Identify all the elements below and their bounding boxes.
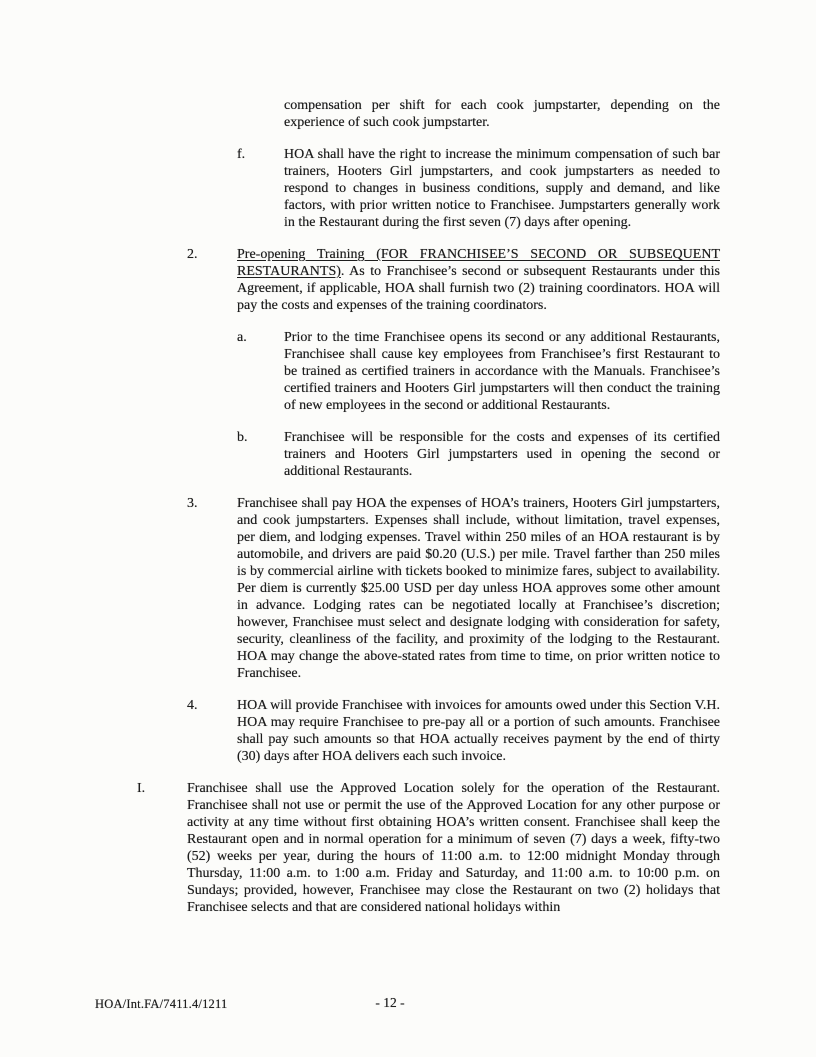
- paragraph-text: Franchisee will be responsible for the costs and expenses of its certified trainers and Hooters Girl jumpstarters used in opening the second or additional Restaurants.: [284, 430, 720, 479]
- underlined-heading: Pre-opening Training (FOR FRANCHISEE’S SECOND OR SUBSEQUENT RESTAURANTS): [237, 247, 720, 279]
- paragraph: [187, 495, 720, 682]
- paragraph-text: Pre-opening Training (FOR FRANCHISEE’S SECOND OR SUBSEQUENT RESTAURANTS). As to Franchisee’s second or subsequent Restaurants under this Agreement, if applicable, HOA shall furnish two (2) training coordinators. HOA will pay the costs and expenses of the training coordinators.: [237, 247, 720, 313]
- paragraph-label: b.: [237, 430, 248, 445]
- paragraph-text: HOA shall have the right to increase the minimum compensation of such bar trainers, Hooters Girl jumpstarters, and cook jumpstarters as needed to respond to changes in business conditions, supply and demand, and like factors, with prior written notice to Franchisee. Jumpstarters generally work in the Restaurant during the first seven (7) days after opening.: [284, 147, 720, 230]
- footer-document-id: HOA/Int.FA/7411.4/1211: [95, 997, 228, 1011]
- paragraph: [237, 146, 720, 231]
- paragraph-label: 4.: [187, 698, 198, 713]
- paragraph-text: HOA will provide Franchisee with invoices for amounts owed under this Section V.H. HOA may require Franchisee to pre-pay all or a portion of such amounts. Franchisee shall pay such amounts so that HOA actually receives payment by the end of thirty (30) days after HOA delivers each such invoice.: [237, 698, 720, 764]
- paragraph: [137, 780, 720, 916]
- paragraph: [187, 697, 720, 765]
- paragraph-label: a.: [237, 330, 247, 345]
- paragraph: [237, 329, 720, 414]
- paragraph-label: f.: [237, 147, 246, 162]
- paragraph-label: [237, 97, 284, 131]
- paragraph: [187, 246, 720, 314]
- paragraph-text: Franchisee shall pay HOA the expenses of HOA’s trainers, Hooters Girl jumpstarters, and cook jumpstarters. Expenses shall include, without limitation, travel expenses, per diem, and lodging expenses. Travel within 250 miles of an HOA restaurant is by automobile, and drivers are paid $0.20 (U.S.) per mile. Travel farther than 250 miles is by commercial airline with tickets booked to minimize fares, subject to availability. Per diem is currently $25.00 USD per day unless HOA approves some other amount in advance. Lodging rates can be negotiated locally at Franchisee’s discretion; however, Franchisee must select and designate lodging with consideration for safety, security, cleanliness of the facility, and proximity of the lodging to the Restaurant. HOA may change the above-stated rates from time to time, on prior written notice to Franchisee.: [237, 496, 720, 681]
- paragraph-text: Franchisee shall use the Approved Location solely for the operation of the Restaurant. Franchisee shall not use or permit the use of the Approved Location for any other purpose or activity at any time without first obtaining HOA’s written consent. Franchisee shall keep the Restaurant open and in normal operation for a minimum of seven (7) days a week, fifty-two (52) weeks per year, during the hours of 11:00 a.m. to 12:00 midnight Monday through Thursday, 11:00 a.m. to 1:00 a.m. Friday and Saturday, and 11:00 a.m. to 10:00 p.m. on Sundays; provided, however, Franchisee may close the Restaurant on two (2) holidays that Franchisee selects and that are considered national holidays within: [187, 781, 720, 915]
- paragraph: [237, 97, 720, 131]
- paragraph-label: 3.: [187, 496, 198, 511]
- paragraph-label: I.: [137, 781, 146, 796]
- paragraph: [237, 429, 720, 480]
- paragraph-text: Prior to the time Franchisee opens its second or any additional Restaurants, Franchisee shall cause key employees from Franchisee’s first Restaurant to be trained as certified trainers in accordance with the Manuals. Franchisee’s certified trainers and Hooters Girl jumpstarters will then conduct the training of new employees in the second or additional Restaurants.: [284, 330, 720, 413]
- footer-page-number: - 12 -: [375, 995, 405, 1010]
- document-body: [0, 97, 720, 916]
- paragraph-text: compensation per shift for each cook jumpstarter, depending on the experience of such cook jumpstarter.: [284, 98, 720, 130]
- paragraph-label: 2.: [187, 247, 198, 262]
